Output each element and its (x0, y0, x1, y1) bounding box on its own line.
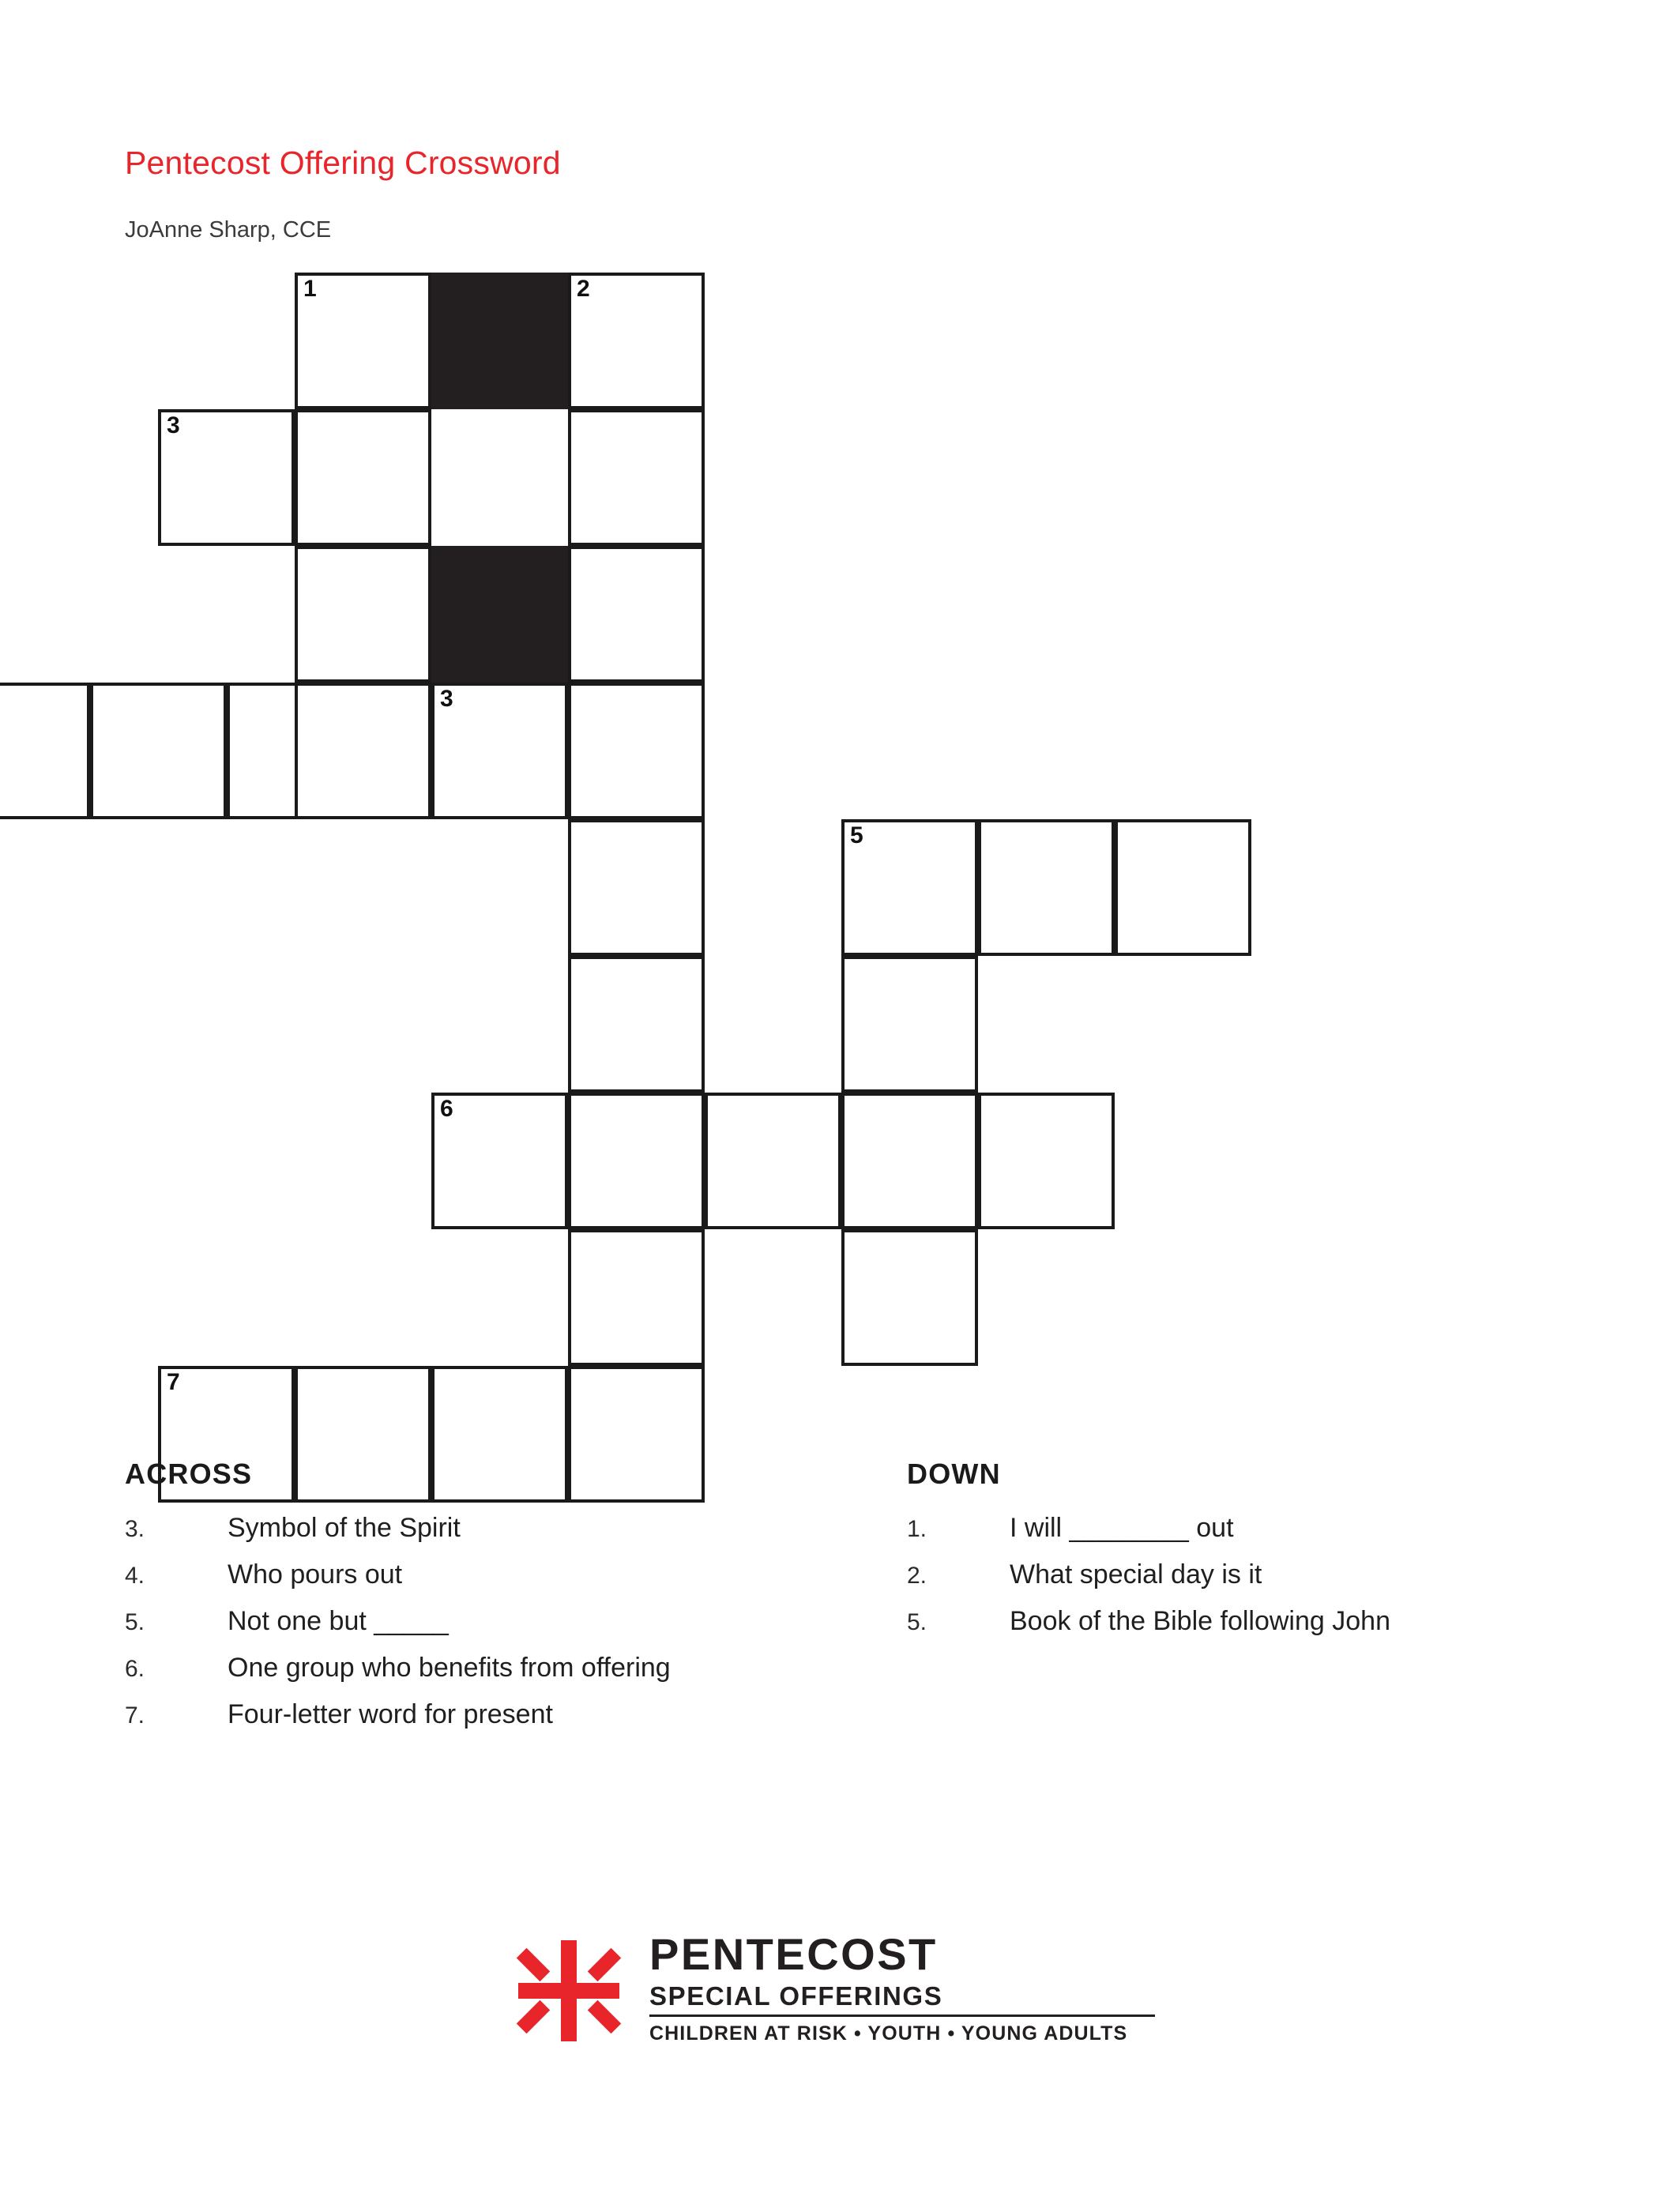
grid-cell[interactable] (705, 1093, 841, 1229)
clue-item (125, 1606, 867, 1637)
logo-line-tagline: CHILDREN AT RISK • YOUTH • YOUNG ADULTS (649, 2022, 1128, 2045)
grid-block-cell (431, 546, 568, 683)
clue-text: Who pours out (228, 1559, 403, 1589)
clue-text: Symbol of the Spirit (228, 1513, 461, 1543)
clue-number: 1. (907, 1516, 927, 1542)
logo-line-special-offerings: SPECIAL OFFERINGS (649, 1981, 943, 2011)
clue-number: 2. (907, 1563, 927, 1589)
clue-text: What special day is it (1010, 1559, 1262, 1589)
page-title: Pentecost Offering Crossword (125, 145, 561, 181)
grid-cell-number: 3 (440, 686, 453, 712)
clue-text: Four-letter word for present (228, 1699, 553, 1729)
grid-cell[interactable] (90, 683, 227, 819)
document-author: JoAnne Sharp, CCE (125, 217, 332, 243)
across-clues-column (125, 1458, 867, 1746)
clue-number: 3. (125, 1516, 145, 1542)
grid-cell[interactable] (568, 409, 705, 546)
across-heading: ACROSS (125, 1458, 253, 1490)
clue-item (907, 1606, 1650, 1637)
logo-divider (649, 2014, 1155, 2017)
down-heading: DOWN (907, 1458, 1001, 1490)
grid-cell-number: 5 (850, 822, 863, 848)
grid-cell[interactable] (431, 1093, 568, 1229)
grid-cell-number: 3 (167, 412, 180, 438)
grid-cell[interactable] (568, 819, 705, 956)
grid-cell[interactable] (978, 819, 1115, 956)
clue-item (907, 1559, 1650, 1590)
clue-number: 5. (125, 1609, 145, 1635)
grid-cell[interactable] (1115, 819, 1251, 956)
clues-section (0, 1458, 1659, 1900)
grid-cell[interactable] (295, 683, 431, 819)
clue-number: 4. (125, 1563, 145, 1589)
grid-cell[interactable] (0, 683, 90, 819)
grid-cell[interactable] (568, 546, 705, 683)
grid-cell-number: 6 (440, 1096, 453, 1122)
grid-cell-number: 2 (577, 276, 590, 302)
grid-cell[interactable] (568, 273, 705, 409)
clue-number: 5. (907, 1609, 927, 1635)
pentecost-special-offerings-logo (514, 1928, 1161, 2101)
logo-wordmark (649, 1929, 1155, 2045)
clue-text: Not one but _____ (228, 1606, 449, 1636)
clue-text: I will ________ out (1010, 1513, 1234, 1543)
grid-cell[interactable] (568, 683, 705, 819)
grid-cell[interactable] (841, 956, 978, 1093)
grid-cell[interactable] (568, 1093, 705, 1229)
grid-cell[interactable] (158, 409, 295, 546)
clue-item (125, 1559, 867, 1590)
grid-cell[interactable] (295, 409, 431, 546)
grid-cell-number: 1 (303, 276, 317, 302)
logo-line-pentecost: PENTECOST (649, 1929, 938, 1979)
clue-number: 6. (125, 1656, 145, 1682)
clue-text: Book of the Bible following John (1010, 1606, 1390, 1636)
grid-cell[interactable] (841, 1093, 978, 1229)
grid-cell[interactable] (568, 956, 705, 1093)
grid-cell[interactable] (568, 1229, 705, 1366)
clue-item (125, 1513, 867, 1544)
clue-item (125, 1699, 867, 1730)
down-clues-column (907, 1458, 1650, 1653)
cross-starburst-icon (514, 1936, 624, 2046)
grid-cell[interactable] (978, 1093, 1115, 1229)
grid-cell-number: 7 (167, 1369, 180, 1395)
grid-block-cell (431, 273, 568, 409)
grid-cell[interactable] (295, 273, 431, 409)
clue-text: One group who benefits from offering (228, 1653, 671, 1683)
grid-cell[interactable] (431, 683, 568, 819)
grid-cell[interactable] (841, 819, 978, 956)
grid-cell[interactable] (295, 546, 431, 683)
clue-item (125, 1653, 867, 1683)
clue-item (907, 1513, 1650, 1544)
grid-cell[interactable] (841, 1229, 978, 1366)
clue-number: 7. (125, 1702, 145, 1729)
